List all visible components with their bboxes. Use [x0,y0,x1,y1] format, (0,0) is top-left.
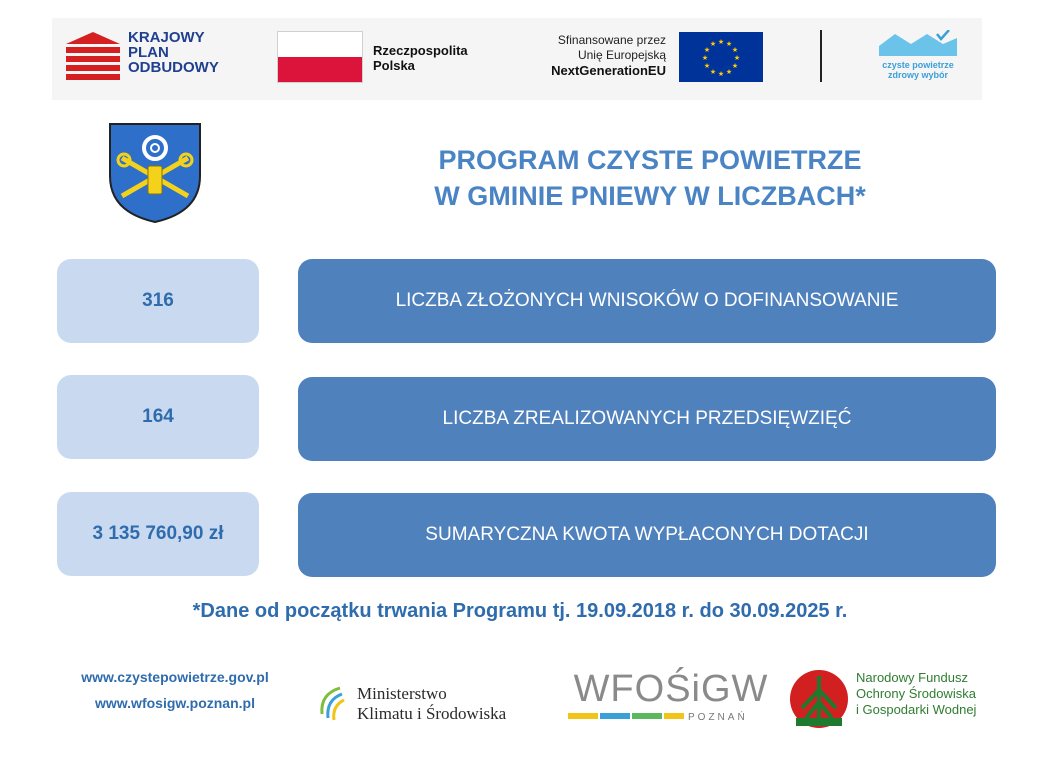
svg-text:★: ★ [725,40,733,48]
cp-line2: zdrowy wybór [887,70,948,80]
svg-text:★: ★ [701,54,709,62]
title-line2: W GMINIE PNIEWY W LICZBACH* [434,181,866,211]
eu-line1: Sfinansowane przez [557,33,666,47]
ministry-line2: Klimatu i Środowiska [357,704,507,723]
eu-line3: NextGenerationEU [551,63,666,78]
stat-value-amount: 3 135 760,90 zł [57,492,259,576]
page-title [380,142,920,214]
svg-text:★: ★ [709,68,717,76]
svg-text:★: ★ [717,70,725,78]
svg-text:★: ★ [703,46,711,54]
nfosigw-logo-icon [788,668,850,730]
nfosigw-line3: i Gospodarki Wodnej [856,702,977,717]
svg-text:★: ★ [709,40,717,48]
kpo-line1: KRAJOWY [128,29,205,46]
ministry-logo-icon [316,684,346,722]
polish-flag-icon [277,31,363,83]
stat-label-projects: LICZBA ZREALIZOWANYCH PRZEDSIĘWZIĘĆ [298,377,996,461]
stat-value-applications: 316 [57,259,259,343]
nfosigw-logo-text [856,670,976,718]
svg-text:★: ★ [703,62,711,70]
wfosigw-logo [562,666,780,730]
nfosigw-line2: Ochrony Środowiska [856,686,976,701]
link-wfosigw[interactable]: www.wfosigw.poznan.pl [95,695,255,711]
svg-text:★: ★ [733,54,741,62]
svg-text:★: ★ [731,46,739,54]
svg-text:★: ★ [717,38,725,46]
nfosigw-line1: Narodowy Fundusz [856,670,968,685]
svg-text:★: ★ [731,62,739,70]
eu-flag-icon [679,32,763,82]
wfosigw-name: WFOŚiGW [573,668,769,710]
poland-line1: Rzeczpospolita [373,43,468,58]
czyste-powietrze-logo-text [875,60,961,80]
link-czystepowietrze[interactable]: www.czystepowietrze.gov.pl [81,669,269,685]
poland-line2: Polska [373,58,415,73]
pniewy-coat-of-arms-icon [108,122,202,224]
kpo-icon [66,30,120,84]
header-divider [820,30,822,82]
ministry-logo-text [357,684,506,724]
footer-links [50,664,300,716]
kpo-line2: PLAN [128,44,169,61]
eu-line2: Unię Europejską [577,48,666,62]
title-line1: PROGRAM CZYSTE POWIETRZE [438,145,862,175]
stat-label-amount: SUMARYCZNA KWOTA WYPŁACONYCH DOTACJI [298,493,996,577]
cp-line1: czyste powietrze [882,60,954,70]
svg-text:★: ★ [725,68,733,76]
ministry-line1: Ministerstwo [357,684,447,703]
wfosigw-bar-blue [600,713,630,719]
kpo-line3: ODBUDOWY [128,59,219,76]
wfosigw-bar-green [632,713,662,719]
wfosigw-city: POZNAŃ [688,712,748,723]
wfosigw-bar-yellow-2 [664,713,684,719]
eu-funding-text [506,33,666,78]
wfosigw-bar-yellow [568,713,598,719]
stat-label-applications: LICZBA ZŁOŻONYCH WNISOKÓW O DOFINANSOWANIE [298,259,996,343]
stat-value-projects: 164 [57,375,259,459]
data-period-note: *Dane od początku trwania Programu tj. 19.09.2018 r. do 30.09.2025 r. [192,600,848,622]
